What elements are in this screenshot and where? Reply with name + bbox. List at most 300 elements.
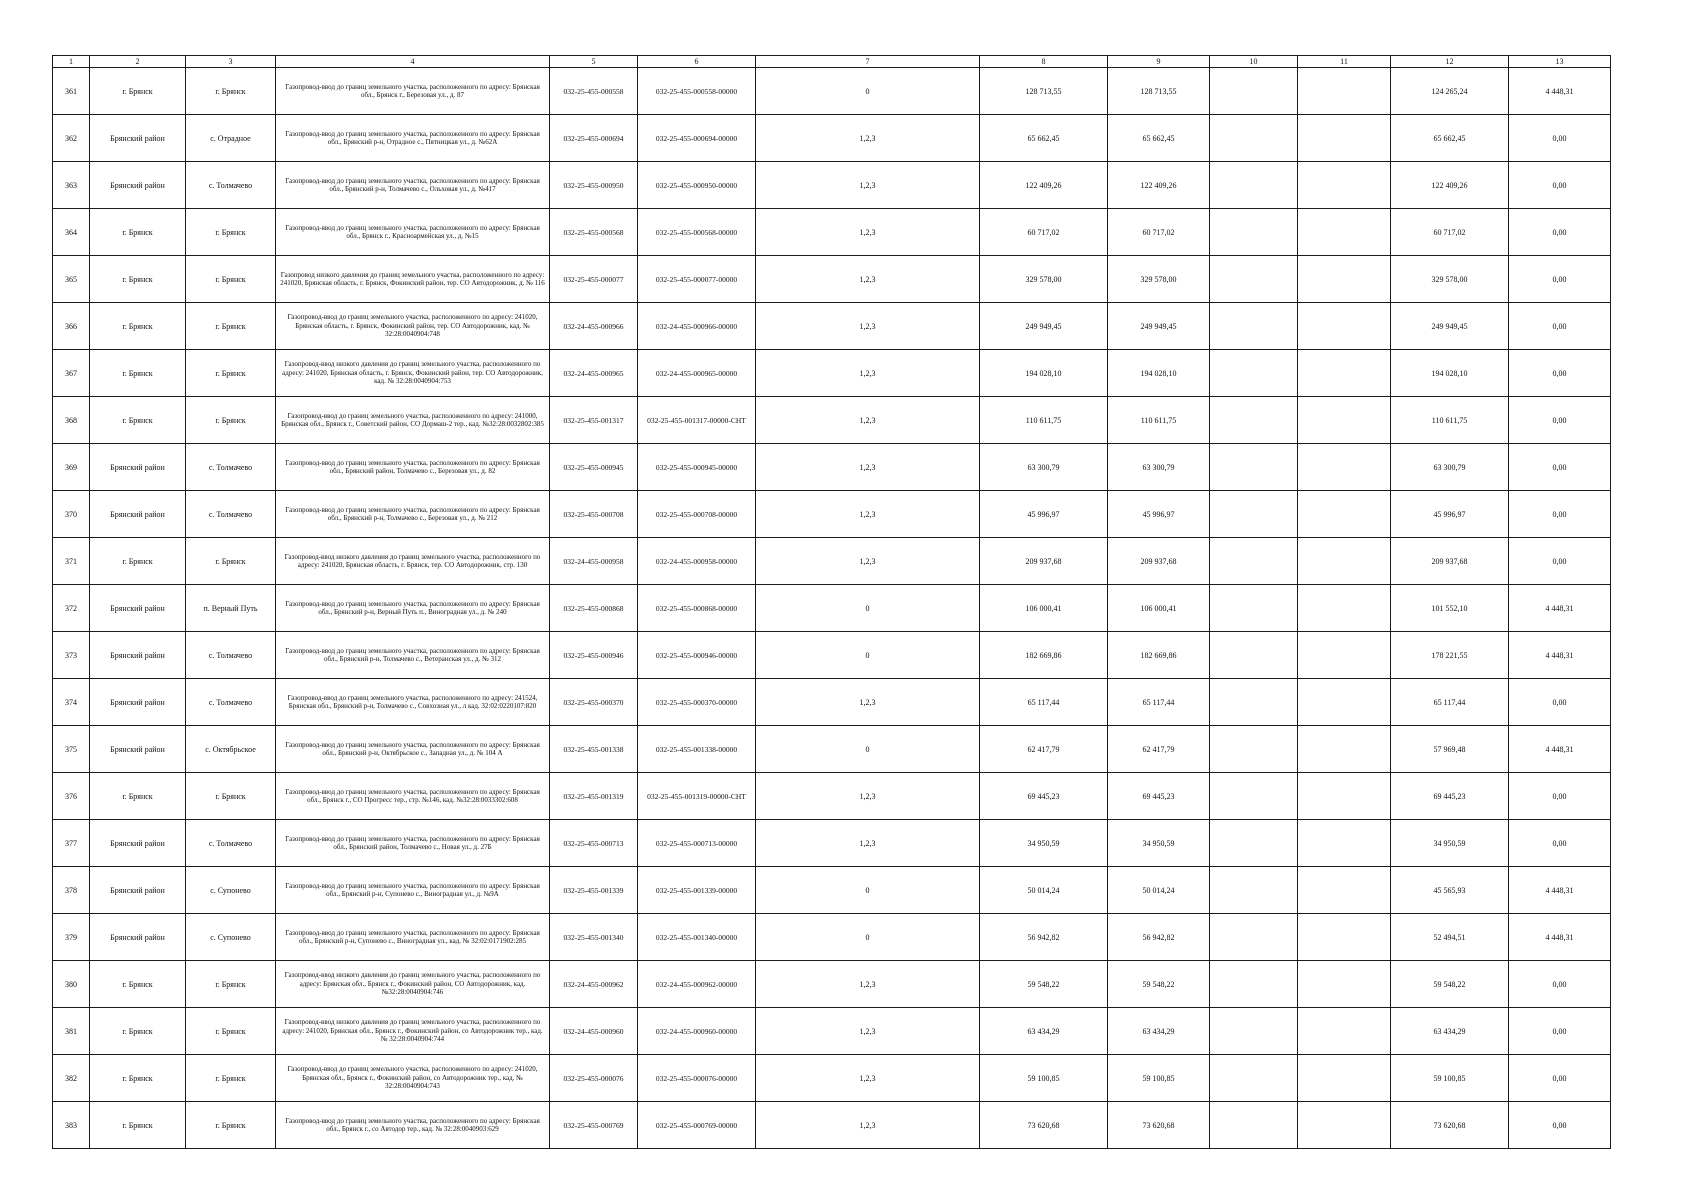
cell-object-description: Газопровод-ввод до границ земельного участка, расположенного по адресу: Брянская обл., Брянский р-н, Толмачево с., Березовая ул., д. № 212 bbox=[276, 491, 550, 538]
cell-row-number: 374 bbox=[53, 679, 90, 726]
cell-amount-remaining: 0,00 bbox=[1509, 115, 1611, 162]
cell-cost-incl-vat: 329 578,00 bbox=[1108, 256, 1210, 303]
table-row bbox=[53, 961, 1611, 1008]
cell-column-11 bbox=[1298, 1008, 1391, 1055]
cell-funding-source-codes: 0 bbox=[756, 914, 980, 961]
cell-cost-incl-vat: 65 117,44 bbox=[1108, 679, 1210, 726]
cell-column-10 bbox=[1210, 961, 1298, 1008]
cell-row-number: 366 bbox=[53, 303, 90, 350]
cell-object-code: 032-25-455-000568 bbox=[550, 209, 638, 256]
cell-amount-remaining: 0,00 bbox=[1509, 303, 1611, 350]
cell-funding-source-codes: 1,2,3 bbox=[756, 491, 980, 538]
cell-row-number: 365 bbox=[53, 256, 90, 303]
cell-amount-remaining: 0,00 bbox=[1509, 1008, 1611, 1055]
cell-amount-remaining: 4 448,31 bbox=[1509, 914, 1611, 961]
cell-amount-paid: 45 565,93 bbox=[1391, 867, 1509, 914]
cell-municipality: г. Брянск bbox=[90, 350, 186, 397]
cell-total-cost: 34 950,59 bbox=[980, 820, 1108, 867]
cell-amount-paid: 52 494,51 bbox=[1391, 914, 1509, 961]
cell-column-11 bbox=[1298, 820, 1391, 867]
cell-cost-incl-vat: 59 100,85 bbox=[1108, 1055, 1210, 1102]
cell-object-code: 032-25-455-000077 bbox=[550, 256, 638, 303]
cell-row-number: 363 bbox=[53, 162, 90, 209]
cell-column-10 bbox=[1210, 162, 1298, 209]
cell-column-10 bbox=[1210, 632, 1298, 679]
table-row bbox=[53, 162, 1611, 209]
cell-column-11 bbox=[1298, 491, 1391, 538]
cell-amount-paid: 110 611,75 bbox=[1391, 397, 1509, 444]
cell-municipality: Брянский район bbox=[90, 444, 186, 491]
cell-amount-remaining: 0,00 bbox=[1509, 1102, 1611, 1149]
cell-municipality: Брянский район bbox=[90, 867, 186, 914]
cell-amount-remaining: 0,00 bbox=[1509, 961, 1611, 1008]
cell-amount-paid: 194 028,10 bbox=[1391, 350, 1509, 397]
cell-object-code: 032-25-455-000868 bbox=[550, 585, 638, 632]
cell-project-code: 032-25-455-001319-00000-СНТ bbox=[638, 773, 756, 820]
cell-settlement: с. Октябрьское bbox=[186, 726, 276, 773]
cell-municipality: г. Брянск bbox=[90, 1055, 186, 1102]
column-header: 12 bbox=[1391, 56, 1509, 68]
cell-amount-paid: 122 409,26 bbox=[1391, 162, 1509, 209]
cell-cost-incl-vat: 182 669,86 bbox=[1108, 632, 1210, 679]
table-row bbox=[53, 115, 1611, 162]
cell-row-number: 381 bbox=[53, 1008, 90, 1055]
cell-municipality: Брянский район bbox=[90, 162, 186, 209]
cell-municipality: Брянский район bbox=[90, 491, 186, 538]
cell-column-11 bbox=[1298, 162, 1391, 209]
cell-settlement: г. Брянск bbox=[186, 1008, 276, 1055]
cell-object-code: 032-24-455-000962 bbox=[550, 961, 638, 1008]
cell-total-cost: 110 611,75 bbox=[980, 397, 1108, 444]
cell-row-number: 371 bbox=[53, 538, 90, 585]
column-number-row bbox=[53, 56, 1611, 68]
cell-settlement: г. Брянск bbox=[186, 256, 276, 303]
cell-funding-source-codes: 1,2,3 bbox=[756, 256, 980, 303]
column-header: 8 bbox=[980, 56, 1108, 68]
cell-object-description: Газопровод-ввод до границ земельного участка, расположенного по адресу: 241020, Брянская обл., Брянск г., Фокинский район, со Автодорожник тер., кад. № 32:28:0040904:743 bbox=[276, 1055, 550, 1102]
cell-column-10 bbox=[1210, 68, 1298, 115]
cell-cost-incl-vat: 122 409,26 bbox=[1108, 162, 1210, 209]
table-row bbox=[53, 773, 1611, 820]
cell-object-code: 032-25-455-000370 bbox=[550, 679, 638, 726]
cell-row-number: 367 bbox=[53, 350, 90, 397]
table-body bbox=[53, 68, 1611, 1149]
column-header: 5 bbox=[550, 56, 638, 68]
cell-column-11 bbox=[1298, 961, 1391, 1008]
cell-funding-source-codes: 1,2,3 bbox=[756, 1102, 980, 1149]
cell-object-description: Газопровод-ввод до границ земельного участка, расположенного по адресу: Брянская обл., Брянск г., СО Прогресс тер., стр. №146, кад. №32:28:0033302:608 bbox=[276, 773, 550, 820]
cell-column-11 bbox=[1298, 209, 1391, 256]
cell-amount-paid: 101 552,10 bbox=[1391, 585, 1509, 632]
cell-column-11 bbox=[1298, 867, 1391, 914]
cell-row-number: 380 bbox=[53, 961, 90, 1008]
cell-funding-source-codes: 0 bbox=[756, 68, 980, 115]
cell-funding-source-codes: 1,2,3 bbox=[756, 679, 980, 726]
table-row bbox=[53, 1055, 1611, 1102]
cell-column-10 bbox=[1210, 491, 1298, 538]
cell-project-code: 032-25-455-000946-00000 bbox=[638, 632, 756, 679]
cell-column-10 bbox=[1210, 115, 1298, 162]
cell-amount-paid: 65 117,44 bbox=[1391, 679, 1509, 726]
cell-amount-paid: 63 300,79 bbox=[1391, 444, 1509, 491]
cell-amount-paid: 124 265,24 bbox=[1391, 68, 1509, 115]
cell-object-description: Газопровод-ввод до границ земельного участка, расположенного по адресу: 241020, Брянская область, г. Брянск, Фокинский район, тер. СО Автодорожник, кад. № 32:28:0040904:748 bbox=[276, 303, 550, 350]
cell-total-cost: 63 434,29 bbox=[980, 1008, 1108, 1055]
cell-amount-remaining: 0,00 bbox=[1509, 773, 1611, 820]
cell-funding-source-codes: 0 bbox=[756, 726, 980, 773]
cell-object-description: Газопровод-ввод до границ земельного участка, расположенного по адресу: Брянская обл., Брянск г., со Автодор тер., кад. № 32:28:0040903:629 bbox=[276, 1102, 550, 1149]
cell-row-number: 378 bbox=[53, 867, 90, 914]
cell-amount-paid: 63 434,29 bbox=[1391, 1008, 1509, 1055]
cell-funding-source-codes: 1,2,3 bbox=[756, 209, 980, 256]
cell-project-code: 032-24-455-000966-00000 bbox=[638, 303, 756, 350]
column-header: 6 bbox=[638, 56, 756, 68]
cell-object-code: 032-25-455-001319 bbox=[550, 773, 638, 820]
cell-column-10 bbox=[1210, 679, 1298, 726]
cell-project-code: 032-25-455-000558-00000 bbox=[638, 68, 756, 115]
cell-object-description: Газопровод-ввод до границ земельного участка, расположенного по адресу: Брянская обл., Брянский район, Толмачево с., Новая ул., д. 27Б bbox=[276, 820, 550, 867]
cell-settlement: с. Толмачево bbox=[186, 444, 276, 491]
cell-project-code: 032-25-455-000568-00000 bbox=[638, 209, 756, 256]
cell-settlement: с. Супонево bbox=[186, 914, 276, 961]
cell-row-number: 364 bbox=[53, 209, 90, 256]
cell-cost-incl-vat: 34 950,59 bbox=[1108, 820, 1210, 867]
cell-amount-remaining: 0,00 bbox=[1509, 538, 1611, 585]
cell-amount-remaining: 4 448,31 bbox=[1509, 867, 1611, 914]
cell-settlement: г. Брянск bbox=[186, 303, 276, 350]
cell-total-cost: 329 578,00 bbox=[980, 256, 1108, 303]
cell-settlement: с. Отрадное bbox=[186, 115, 276, 162]
column-header: 4 bbox=[276, 56, 550, 68]
cell-object-code: 032-25-455-000694 bbox=[550, 115, 638, 162]
cell-object-code: 032-25-455-000713 bbox=[550, 820, 638, 867]
cell-project-code: 032-25-455-000708-00000 bbox=[638, 491, 756, 538]
cell-total-cost: 45 996,97 bbox=[980, 491, 1108, 538]
cell-total-cost: 65 662,45 bbox=[980, 115, 1108, 162]
cell-column-10 bbox=[1210, 773, 1298, 820]
column-header: 3 bbox=[186, 56, 276, 68]
column-header: 10 bbox=[1210, 56, 1298, 68]
cell-municipality: Брянский район bbox=[90, 632, 186, 679]
cell-row-number: 368 bbox=[53, 397, 90, 444]
cell-column-11 bbox=[1298, 350, 1391, 397]
cell-total-cost: 194 028,10 bbox=[980, 350, 1108, 397]
cell-amount-paid: 60 717,02 bbox=[1391, 209, 1509, 256]
cell-total-cost: 182 669,86 bbox=[980, 632, 1108, 679]
cell-column-10 bbox=[1210, 350, 1298, 397]
cell-object-description: Газопровод-ввод до границ земельного участка, расположенного по адресу: Брянская обл., Брянский р-н, Отрадное с., Пятницкая ул., д. №62А bbox=[276, 115, 550, 162]
cell-total-cost: 65 117,44 bbox=[980, 679, 1108, 726]
cell-object-code: 032-25-455-000950 bbox=[550, 162, 638, 209]
table-row bbox=[53, 726, 1611, 773]
cell-object-code: 032-25-455-001338 bbox=[550, 726, 638, 773]
cell-total-cost: 56 942,82 bbox=[980, 914, 1108, 961]
cell-amount-remaining: 0,00 bbox=[1509, 397, 1611, 444]
cell-project-code: 032-25-455-000868-00000 bbox=[638, 585, 756, 632]
cell-settlement: с. Супонево bbox=[186, 867, 276, 914]
cell-object-code: 032-24-455-000958 bbox=[550, 538, 638, 585]
cell-object-description: Газопровод низкого давления до границ земельного участка, расположенного по адресу: 241020, Брянская область, г. Брянск, Фокинский район, тер. СО Автодорожник, д. № 116 bbox=[276, 256, 550, 303]
cell-funding-source-codes: 1,2,3 bbox=[756, 115, 980, 162]
cell-project-code: 032-25-455-000713-00000 bbox=[638, 820, 756, 867]
cell-cost-incl-vat: 63 434,29 bbox=[1108, 1008, 1210, 1055]
cell-column-11 bbox=[1298, 1055, 1391, 1102]
cell-column-10 bbox=[1210, 1055, 1298, 1102]
cell-column-11 bbox=[1298, 303, 1391, 350]
cell-total-cost: 122 409,26 bbox=[980, 162, 1108, 209]
cell-municipality: Брянский район bbox=[90, 115, 186, 162]
cell-column-10 bbox=[1210, 585, 1298, 632]
table-row bbox=[53, 350, 1611, 397]
cell-amount-paid: 69 445,23 bbox=[1391, 773, 1509, 820]
cell-project-code: 032-25-455-000950-00000 bbox=[638, 162, 756, 209]
cell-column-11 bbox=[1298, 679, 1391, 726]
cell-municipality: Брянский район bbox=[90, 914, 186, 961]
cell-settlement: с. Толмачево bbox=[186, 491, 276, 538]
cell-column-10 bbox=[1210, 303, 1298, 350]
cell-amount-remaining: 0,00 bbox=[1509, 444, 1611, 491]
cell-settlement: г. Брянск bbox=[186, 397, 276, 444]
cell-funding-source-codes: 1,2,3 bbox=[756, 820, 980, 867]
cell-cost-incl-vat: 62 417,79 bbox=[1108, 726, 1210, 773]
cell-funding-source-codes: 1,2,3 bbox=[756, 538, 980, 585]
cell-object-description: Газопровод-ввод до границ земельного участка, расположенного по адресу: Брянская обл., Брянский р-н, Толмачево с., Ветеранская ул., д. № 312 bbox=[276, 632, 550, 679]
cell-row-number: 361 bbox=[53, 68, 90, 115]
cell-object-description: Газопровод-ввод до границ земельного участка, расположенного по адресу: Брянская обл., Брянский р-н, Октябрьское с., Западная ул., д. № 104 А bbox=[276, 726, 550, 773]
cell-column-11 bbox=[1298, 632, 1391, 679]
cell-amount-remaining: 0,00 bbox=[1509, 820, 1611, 867]
cell-amount-remaining: 0,00 bbox=[1509, 679, 1611, 726]
table-row bbox=[53, 867, 1611, 914]
column-header: 11 bbox=[1298, 56, 1391, 68]
cell-amount-remaining: 0,00 bbox=[1509, 256, 1611, 303]
cell-municipality: г. Брянск bbox=[90, 773, 186, 820]
cell-funding-source-codes: 0 bbox=[756, 585, 980, 632]
cell-total-cost: 63 300,79 bbox=[980, 444, 1108, 491]
cell-municipality: г. Брянск bbox=[90, 1102, 186, 1149]
cell-amount-paid: 45 996,97 bbox=[1391, 491, 1509, 538]
cell-object-description: Газопровод-ввод низкого давления до границ земельного участка, расположенного по адресу: 241020, Брянская область, г. Брянск, Фокинский район, тер. СО Автодорожник, кад. № 32:28:0040904:753 bbox=[276, 350, 550, 397]
cell-object-code: 032-24-455-000966 bbox=[550, 303, 638, 350]
table-row bbox=[53, 68, 1611, 115]
cell-cost-incl-vat: 63 300,79 bbox=[1108, 444, 1210, 491]
cell-settlement: г. Брянск bbox=[186, 538, 276, 585]
cell-funding-source-codes: 0 bbox=[756, 632, 980, 679]
cell-amount-remaining: 4 448,31 bbox=[1509, 632, 1611, 679]
cell-cost-incl-vat: 194 028,10 bbox=[1108, 350, 1210, 397]
cell-object-description: Газопровод-ввод низкого давления до границ земельного участка, расположенного по адресу: 241020, Брянская обл., Брянск г., Фокинский район, со Автодорожник тер., кад. № 32:28:0040904:744 bbox=[276, 1008, 550, 1055]
cell-municipality: Брянский район bbox=[90, 585, 186, 632]
cell-column-10 bbox=[1210, 397, 1298, 444]
cell-object-code: 032-25-455-000708 bbox=[550, 491, 638, 538]
cell-object-code: 032-25-455-000558 bbox=[550, 68, 638, 115]
cell-column-10 bbox=[1210, 1008, 1298, 1055]
cell-object-description: Газопровод-ввод до границ земельного участка, расположенного по адресу: Брянская обл., Брянский р-н, Верный Путь п., Виноградная ул., д. № 240 bbox=[276, 585, 550, 632]
cell-column-10 bbox=[1210, 538, 1298, 585]
column-header: 7 bbox=[756, 56, 980, 68]
cell-object-code: 032-25-455-001340 bbox=[550, 914, 638, 961]
cell-total-cost: 59 100,85 bbox=[980, 1055, 1108, 1102]
cell-row-number: 370 bbox=[53, 491, 90, 538]
cell-column-10 bbox=[1210, 1102, 1298, 1149]
cell-amount-paid: 59 548,22 bbox=[1391, 961, 1509, 1008]
cell-municipality: г. Брянск bbox=[90, 68, 186, 115]
cell-row-number: 376 bbox=[53, 773, 90, 820]
column-header: 2 bbox=[90, 56, 186, 68]
cell-settlement: г. Брянск bbox=[186, 773, 276, 820]
cell-project-code: 032-24-455-000965-00000 bbox=[638, 350, 756, 397]
cell-row-number: 369 bbox=[53, 444, 90, 491]
cell-column-11 bbox=[1298, 585, 1391, 632]
column-header: 1 bbox=[53, 56, 90, 68]
cell-row-number: 372 bbox=[53, 585, 90, 632]
table-row bbox=[53, 397, 1611, 444]
cell-row-number: 382 bbox=[53, 1055, 90, 1102]
cell-cost-incl-vat: 50 014,24 bbox=[1108, 867, 1210, 914]
cell-project-code: 032-25-455-001338-00000 bbox=[638, 726, 756, 773]
cell-settlement: п. Верный Путь bbox=[186, 585, 276, 632]
cell-column-11 bbox=[1298, 726, 1391, 773]
cell-amount-remaining: 0,00 bbox=[1509, 209, 1611, 256]
cell-municipality: г. Брянск bbox=[90, 256, 186, 303]
cell-settlement: с. Толмачево bbox=[186, 632, 276, 679]
table-row bbox=[53, 1008, 1611, 1055]
cell-object-description: Газопровод-ввод до границ земельного участка, расположенного по адресу: Брянская обл., Брянск г., Березовая ул., д. 87 bbox=[276, 68, 550, 115]
table-row bbox=[53, 538, 1611, 585]
cell-funding-source-codes: 1,2,3 bbox=[756, 303, 980, 350]
cell-amount-paid: 178 221,55 bbox=[1391, 632, 1509, 679]
cell-funding-source-codes: 1,2,3 bbox=[756, 350, 980, 397]
cell-funding-source-codes: 1,2,3 bbox=[756, 397, 980, 444]
cell-funding-source-codes: 1,2,3 bbox=[756, 773, 980, 820]
cell-object-code: 032-24-455-000960 bbox=[550, 1008, 638, 1055]
cell-municipality: Брянский район bbox=[90, 679, 186, 726]
cell-object-description: Газопровод-ввод до границ земельного участка, расположенного по адресу: 241000, Брянская обл., Брянск г., Советский район, СО Дормаш-2 тер., кад. №32:28:0032802:385 bbox=[276, 397, 550, 444]
cell-column-10 bbox=[1210, 256, 1298, 303]
cell-municipality: г. Брянск bbox=[90, 961, 186, 1008]
cell-total-cost: 209 937,68 bbox=[980, 538, 1108, 585]
cell-total-cost: 73 620,68 bbox=[980, 1102, 1108, 1149]
cell-row-number: 375 bbox=[53, 726, 90, 773]
cell-object-description: Газопровод-ввод до границ земельного участка, расположенного по адресу: Брянская обл., Брянск г., Красноармейская ул., д. №15 bbox=[276, 209, 550, 256]
cell-settlement: г. Брянск bbox=[186, 68, 276, 115]
cell-total-cost: 128 713,55 bbox=[980, 68, 1108, 115]
cell-settlement: г. Брянск bbox=[186, 961, 276, 1008]
cell-column-11 bbox=[1298, 68, 1391, 115]
cell-object-code: 032-25-455-000076 bbox=[550, 1055, 638, 1102]
document-sheet bbox=[52, 55, 1611, 1149]
cell-column-10 bbox=[1210, 820, 1298, 867]
cell-project-code: 032-24-455-000962-00000 bbox=[638, 961, 756, 1008]
cell-cost-incl-vat: 45 996,97 bbox=[1108, 491, 1210, 538]
cell-column-11 bbox=[1298, 773, 1391, 820]
cell-cost-incl-vat: 110 611,75 bbox=[1108, 397, 1210, 444]
cell-settlement: г. Брянск bbox=[186, 350, 276, 397]
cell-cost-incl-vat: 249 949,45 bbox=[1108, 303, 1210, 350]
cell-object-code: 032-25-455-000769 bbox=[550, 1102, 638, 1149]
cell-total-cost: 50 014,24 bbox=[980, 867, 1108, 914]
cell-object-code: 032-25-455-001317 bbox=[550, 397, 638, 444]
cell-object-description: Газопровод-ввод до границ земельного участка, расположенного по адресу: Брянская обл., Брянский р-н, Толмачево с., Ольховая ул., д. №417 bbox=[276, 162, 550, 209]
cell-column-11 bbox=[1298, 115, 1391, 162]
cell-project-code: 032-25-455-001339-00000 bbox=[638, 867, 756, 914]
cell-project-code: 032-25-455-000769-00000 bbox=[638, 1102, 756, 1149]
cell-total-cost: 60 717,02 bbox=[980, 209, 1108, 256]
cell-total-cost: 106 000,41 bbox=[980, 585, 1108, 632]
cell-amount-remaining: 0,00 bbox=[1509, 350, 1611, 397]
cell-column-11 bbox=[1298, 914, 1391, 961]
table-row bbox=[53, 256, 1611, 303]
cell-project-code: 032-25-455-001340-00000 bbox=[638, 914, 756, 961]
table-row bbox=[53, 444, 1611, 491]
cell-total-cost: 62 417,79 bbox=[980, 726, 1108, 773]
gas-pipeline-table bbox=[52, 55, 1611, 1149]
cell-project-code: 032-25-455-000694-00000 bbox=[638, 115, 756, 162]
cell-amount-paid: 59 100,85 bbox=[1391, 1055, 1509, 1102]
cell-municipality: Брянский район bbox=[90, 820, 186, 867]
table-row bbox=[53, 491, 1611, 538]
cell-cost-incl-vat: 56 942,82 bbox=[1108, 914, 1210, 961]
cell-object-code: 032-25-455-000946 bbox=[550, 632, 638, 679]
cell-municipality: Брянский район bbox=[90, 726, 186, 773]
cell-total-cost: 59 548,22 bbox=[980, 961, 1108, 1008]
cell-object-code: 032-25-455-000945 bbox=[550, 444, 638, 491]
cell-cost-incl-vat: 128 713,55 bbox=[1108, 68, 1210, 115]
cell-column-11 bbox=[1298, 397, 1391, 444]
cell-project-code: 032-24-455-000960-00000 bbox=[638, 1008, 756, 1055]
table-row bbox=[53, 914, 1611, 961]
cell-funding-source-codes: 0 bbox=[756, 867, 980, 914]
cell-object-description: Газопровод-ввод низкого давления до границ земельного участка, расположенного по адресу: 241020, Брянская область, г. Брянск, тер. СО Автодорожник, стр. 130 bbox=[276, 538, 550, 585]
cell-settlement: с. Толмачево bbox=[186, 162, 276, 209]
table-row bbox=[53, 632, 1611, 679]
cell-row-number: 383 bbox=[53, 1102, 90, 1149]
cell-project-code: 032-25-455-000945-00000 bbox=[638, 444, 756, 491]
cell-column-11 bbox=[1298, 444, 1391, 491]
table-row bbox=[53, 679, 1611, 726]
table-row bbox=[53, 1102, 1611, 1149]
cell-amount-paid: 209 937,68 bbox=[1391, 538, 1509, 585]
cell-project-code: 032-25-455-001317-00000-СНТ bbox=[638, 397, 756, 444]
cell-amount-paid: 249 949,45 bbox=[1391, 303, 1509, 350]
cell-settlement: г. Брянск bbox=[186, 209, 276, 256]
cell-funding-source-codes: 1,2,3 bbox=[756, 1008, 980, 1055]
cell-amount-paid: 73 620,68 bbox=[1391, 1102, 1509, 1149]
cell-column-10 bbox=[1210, 914, 1298, 961]
cell-row-number: 373 bbox=[53, 632, 90, 679]
cell-object-description: Газопровод-ввод низкого давления до границ земельного участка, расположенного по адресу: Брянская обл., Брянск г., Фокинский район, СО Автодорожник, кад. №32:28:0040904:746 bbox=[276, 961, 550, 1008]
column-header: 13 bbox=[1509, 56, 1611, 68]
cell-municipality: г. Брянск bbox=[90, 538, 186, 585]
cell-funding-source-codes: 1,2,3 bbox=[756, 162, 980, 209]
cell-amount-remaining: 0,00 bbox=[1509, 491, 1611, 538]
cell-municipality: г. Брянск bbox=[90, 209, 186, 256]
cell-municipality: г. Брянск bbox=[90, 397, 186, 444]
cell-funding-source-codes: 1,2,3 bbox=[756, 1055, 980, 1102]
cell-amount-remaining: 4 448,31 bbox=[1509, 585, 1611, 632]
cell-total-cost: 249 949,45 bbox=[980, 303, 1108, 350]
cell-column-11 bbox=[1298, 1102, 1391, 1149]
cell-object-code: 032-24-455-000965 bbox=[550, 350, 638, 397]
cell-cost-incl-vat: 106 000,41 bbox=[1108, 585, 1210, 632]
cell-cost-incl-vat: 65 662,45 bbox=[1108, 115, 1210, 162]
cell-column-11 bbox=[1298, 256, 1391, 303]
cell-object-description: Газопровод-ввод до границ земельного участка, расположенного по адресу: 241524, Брянская обл., Брянский р-н, Толмачево с., Совхозная ул., л кад. 32:02:0220107:820 bbox=[276, 679, 550, 726]
cell-amount-paid: 65 662,45 bbox=[1391, 115, 1509, 162]
cell-row-number: 377 bbox=[53, 820, 90, 867]
cell-column-10 bbox=[1210, 209, 1298, 256]
cell-object-description: Газопровод-ввод до границ земельного участка, расположенного по адресу: Брянская обл., Брянский р-н, Супонево с., Виноградная ул., д. №9А bbox=[276, 867, 550, 914]
